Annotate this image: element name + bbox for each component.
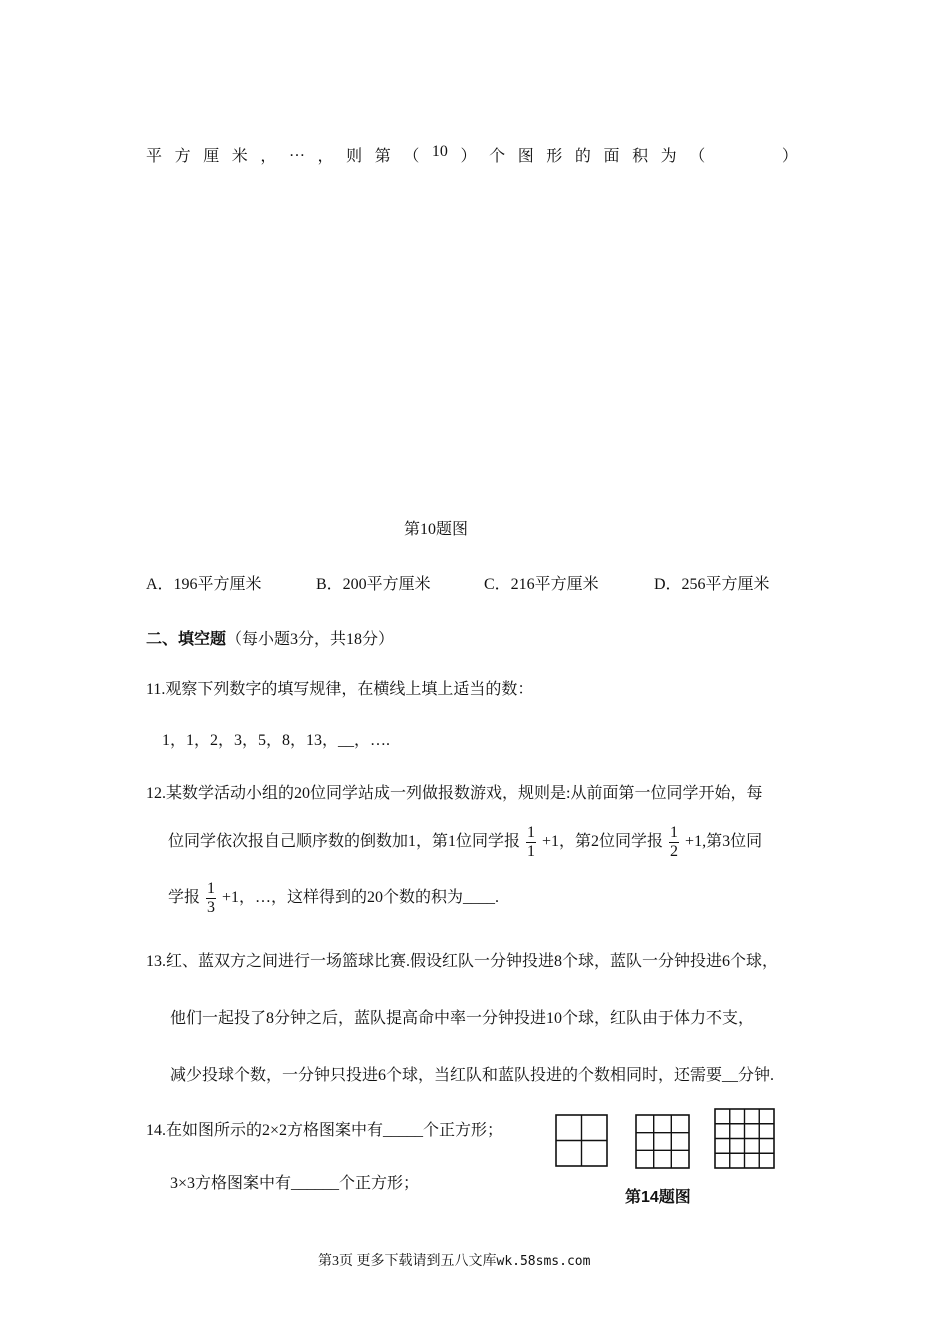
q13-line3-b: 分钟. (738, 1067, 775, 1084)
q14-line1-a: 14.在如图所示的2×2方格图案中有 (146, 1122, 384, 1139)
section2-title: 二、填空题 (146, 631, 227, 648)
grid-3x3-figure (635, 1114, 691, 1170)
q14-line2-a: 3×3方格图案中有 (170, 1175, 292, 1192)
top-char: 第 (374, 148, 391, 165)
q12-line2-b: +1，第2位同学报 (542, 833, 664, 851)
q12-line2-c: +1,第3位同 (685, 833, 763, 851)
top-char: 形 (546, 148, 563, 165)
fraction-numerator: 1 (670, 824, 679, 841)
section2-note: （每小题3分，共18分） (226, 631, 395, 648)
top-char: 米 (231, 148, 248, 165)
q12-fraction-3 (206, 880, 216, 917)
q11-sequence-after: ，…. (354, 732, 391, 749)
q12-line3-b: +1，…，这样得到的20个数的积为 (222, 889, 464, 907)
top-line (146, 143, 798, 166)
top-char: （ (689, 148, 706, 165)
q12-line1: 12.某数学活动小组的20位同学站成一列做报数游戏，规则是:从前面第一位同学开始，每 (146, 785, 763, 802)
figure14-caption: 第14题图 (625, 1189, 691, 1206)
option-d: D．256平方厘米 (654, 576, 770, 593)
top-char: 平 (146, 148, 163, 165)
footer-text: 第3页 更多下载请到五八文库 (318, 1254, 497, 1269)
q13-line2: 他们一起投了8分钟之后，蓝队提高命中率一分钟投进10个球，红队由于体力不支， (170, 1010, 755, 1027)
q14-line2-b: 个正方形； (339, 1175, 420, 1192)
q13-line3 (170, 1062, 774, 1085)
q13-blank: __ (722, 1067, 739, 1084)
top-char: 10 (431, 143, 448, 160)
q12-line2-a: 位同学依次报自己顺序数的倒数加1，第1位同学报 (168, 833, 521, 851)
q12-blank: ____ (463, 889, 496, 907)
section2-heading (146, 626, 394, 649)
q11-text: 11.观察下列数字的填写规律，在横线上填上适当的数： (146, 681, 534, 698)
q12-fraction-1 (526, 824, 536, 861)
top-char: ， (317, 148, 334, 165)
figure10-caption: 第10题图 (404, 521, 469, 538)
option-c: C．216平方厘米 (484, 576, 599, 593)
top-char: 积 (632, 148, 649, 165)
top-char: ） (781, 148, 798, 165)
top-char: 个 (489, 148, 506, 165)
q12-line2 (168, 824, 762, 861)
q11-sequence-before: 1，1，2，3，5，8，13， (162, 732, 339, 749)
q11-sequence (162, 727, 390, 750)
top-char: ） (460, 148, 477, 165)
q12-line3-a: 学报 (168, 889, 201, 907)
q14-line1-b: 个正方形； (423, 1122, 504, 1139)
q13-line3-a: 减少投球个数，一分钟只投进6个球，当红队和蓝队投进的个数相同时，还需要 (170, 1067, 723, 1084)
top-char: （ (403, 148, 420, 165)
top-char: 为 (660, 148, 677, 165)
top-char: … (288, 143, 305, 160)
q13-line1: 13.红、蓝双方之间进行一场篮球比赛.假设红队一分钟投进8个球，蓝队一分钟投进6个球， (146, 953, 779, 970)
grid-2x2-figure (555, 1114, 609, 1168)
top-char: 方 (174, 148, 191, 165)
page-footer (318, 1250, 590, 1270)
q14-blank-2: ______ (291, 1175, 340, 1192)
q12-line3 (168, 880, 499, 917)
top-char: 则 (346, 148, 363, 165)
q14-blank-1: _____ (383, 1122, 424, 1139)
fraction-numerator: 1 (207, 880, 216, 897)
top-char: 图 (517, 148, 534, 165)
top-char: 厘 (203, 148, 220, 165)
top-char: 面 (603, 148, 620, 165)
q11-blank: __ (338, 732, 355, 749)
top-char: ， (260, 148, 277, 165)
q14-line1 (146, 1117, 503, 1140)
q14-line2 (170, 1170, 419, 1193)
option-b: B．200平方厘米 (316, 576, 431, 593)
grid-4x4-figure (714, 1108, 776, 1170)
q12-line3-end: . (495, 889, 500, 907)
q12-fraction-2 (669, 824, 679, 861)
fraction-denominator: 2 (670, 843, 679, 860)
option-a: A．196平方厘米 (146, 576, 262, 593)
fraction-denominator: 3 (207, 899, 216, 916)
fraction-numerator: 1 (527, 824, 536, 841)
footer-site-link[interactable]: wk.58sms.com (496, 1254, 591, 1269)
top-char: 的 (574, 148, 591, 165)
fraction-denominator: 1 (527, 843, 536, 860)
